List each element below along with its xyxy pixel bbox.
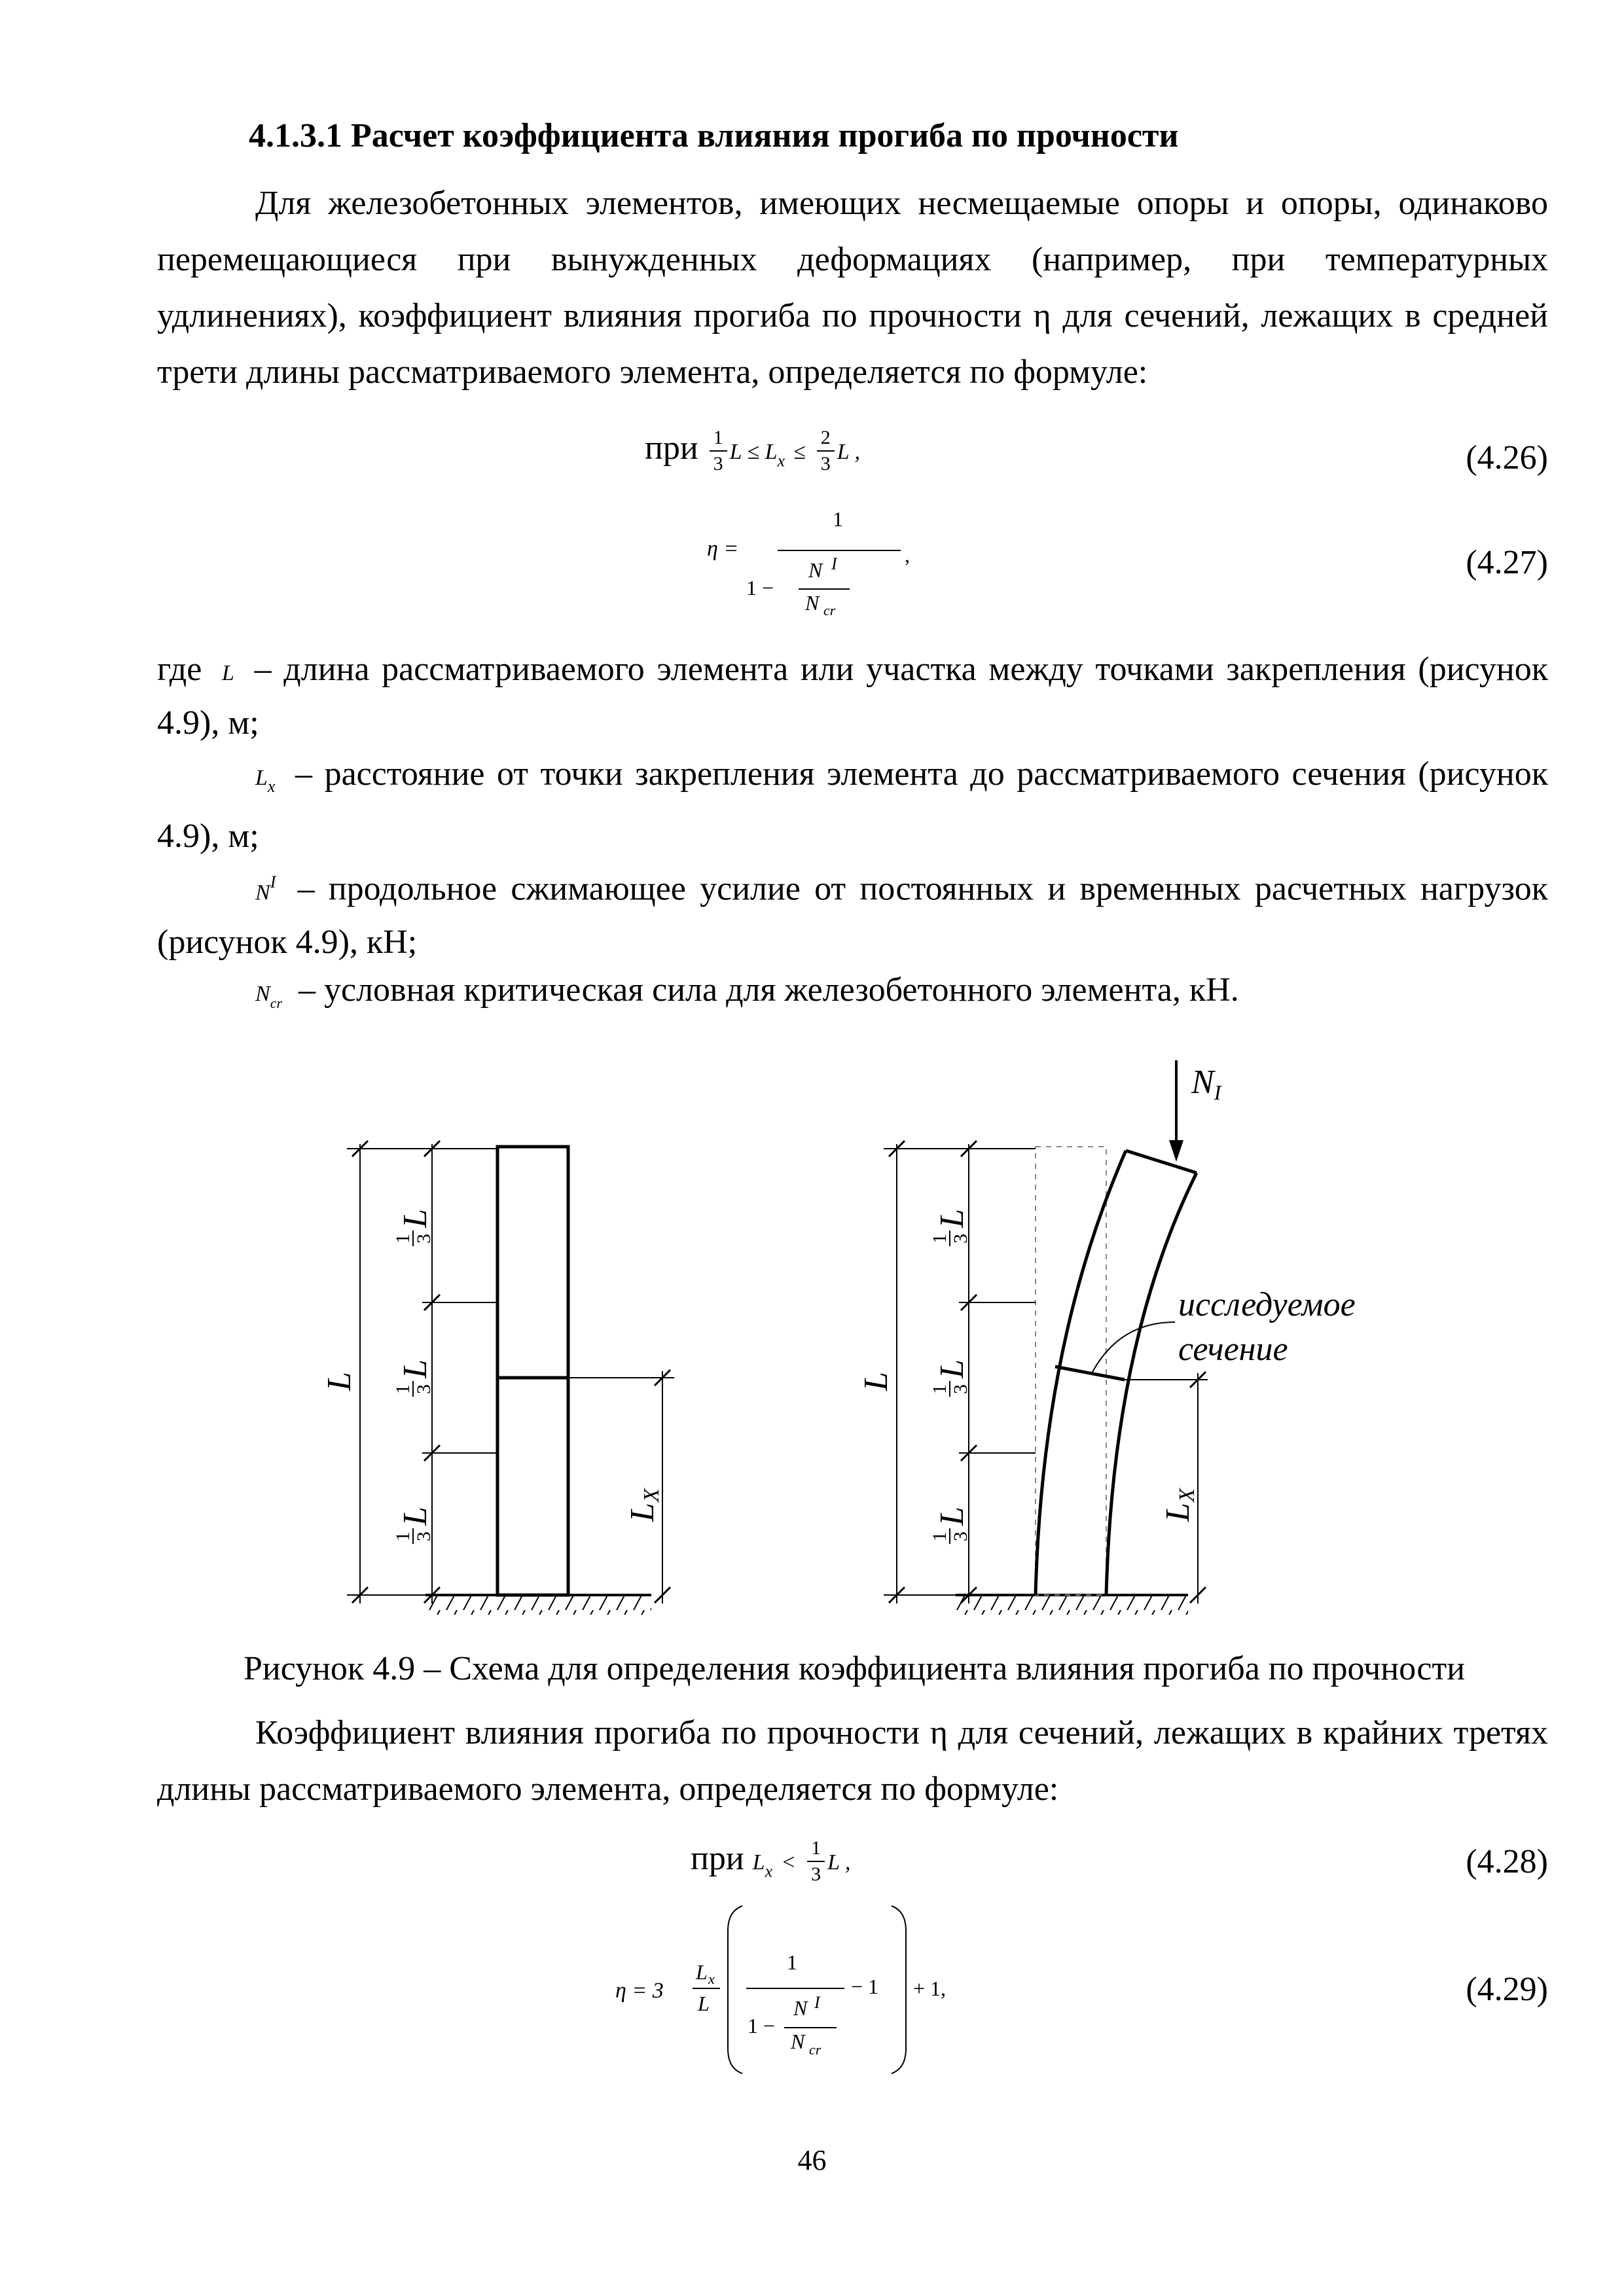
symbol: L (255, 766, 268, 790)
svg-text:L: L (933, 1209, 971, 1228)
label-L: L (321, 1372, 358, 1391)
intro-paragraph-text: Для железобетонных элементов, имеющих несмещаемые опоры и опоры, одинаково перемещающиеся при вынужденных деформациях (например, при температурных удлинениях), коэффициент влияния прогиба по прочности η для сечений, лежащих в средней трети длины рассматриваемого элемента, определяется по формуле: (157, 185, 1548, 391)
definition-Lx: $L_x$ – расстояние от точки закрепления элемента до рассматриваемого сечения (рисунок 4.9), м; (157, 755, 1548, 855)
fraction-two-thirds: $\frac{2}{3}$ (817, 425, 835, 476)
svg-text:1: 1 (929, 1234, 950, 1244)
svg-text:L: L (1159, 1503, 1197, 1522)
left-bracket (725, 1905, 745, 2075)
symbol: N (255, 982, 270, 1006)
svg-text:3: 3 (950, 1532, 971, 1541)
inner-fraction-bar (784, 2027, 837, 2028)
right-scheme-deflected-column (857, 1060, 1356, 1615)
svg-text:L: L (624, 1503, 661, 1522)
second-paragraph (157, 1705, 1548, 1818)
svg-text:1: 1 (392, 1532, 414, 1541)
formula-4-27: η = 1 , 1 − N I N cr (707, 507, 910, 619)
fraction-bar (778, 550, 901, 551)
formula-prefix: при (645, 429, 698, 467)
label-third-3 (929, 1507, 971, 1544)
load-label: NI (1191, 1064, 1221, 1104)
fraction-one-third: $\frac{1}{3}$ (710, 425, 727, 476)
svg-text:L: L (933, 1507, 971, 1526)
svg-text:1: 1 (929, 1384, 950, 1394)
svg-text:X: X (1175, 1488, 1199, 1502)
inner-fraction-bar (799, 588, 850, 590)
label-L: L (857, 1372, 895, 1391)
svg-text:L: L (933, 1359, 971, 1378)
section-label-line2: сечение (1178, 1331, 1288, 1368)
fraction-bar (693, 1988, 720, 1989)
label-third-1 (929, 1209, 971, 1246)
label-third-2 (392, 1359, 435, 1397)
svg-text:3: 3 (413, 1384, 435, 1394)
equation-number: (4.28) (1466, 1843, 1548, 1880)
formula-4-28: при $L_x$ < $\frac{1}{3}$ L , (691, 1836, 850, 1887)
svg-text:L: L (397, 1359, 434, 1378)
svg-text:1: 1 (392, 1234, 414, 1244)
label-Lx (624, 1488, 664, 1522)
fraction-one-third: $\frac{1}{3}$ (807, 1836, 825, 1887)
column (497, 1147, 568, 1595)
label-Lx (1159, 1488, 1199, 1522)
deflected-column-right-edge (1106, 1173, 1197, 1595)
svg-text:L: L (397, 1507, 434, 1526)
formula-4-26: при $\frac{1}{3}$ $L \le L_x$ ≤ $\frac{2}{3}$ L , (645, 425, 860, 476)
figure-4-9 (0, 1034, 1624, 1636)
symbol: L (221, 661, 234, 685)
deflected-column-top (1126, 1151, 1197, 1173)
formula-text: L ≤ L (729, 439, 778, 464)
symbol: N (255, 880, 270, 905)
equation-number: (4.29) (1466, 1971, 1548, 2008)
definition-Ncr: $N_{cr}$ – условная критическая сила для железобетонного элемента, кН. (255, 971, 1239, 1012)
section-title: 4.1.3.1 Расчет коэффициента влияния прогиба по прочности (249, 117, 1179, 154)
figure-caption: Рисунок 4.9 – Схема для определения коэффициента влияния прогиба по прочности (243, 1650, 1466, 1687)
page-number: 46 (797, 2144, 827, 2176)
second-paragraph-text: Коэффициент влияния прогиба по прочности η для сечений, лежащих в крайних третях длины рассматриваемого элемента, определяется по формуле: (157, 1714, 1548, 1808)
fraction-bar (746, 1988, 844, 1989)
svg-text:3: 3 (950, 1234, 971, 1244)
equation-number: (4.27) (1466, 544, 1548, 581)
svg-text:1: 1 (929, 1532, 950, 1541)
label-third-1 (392, 1209, 435, 1246)
svg-text:X: X (640, 1488, 664, 1502)
definition-L: где L – длина рассматриваемого элемента или участка между точками закрепления (рисунок 4.9), м; (157, 651, 1549, 742)
intro-paragraph (157, 175, 1548, 401)
label-third-3 (392, 1507, 435, 1544)
svg-text:3: 3 (413, 1234, 435, 1244)
section-leader-line (1092, 1322, 1175, 1373)
svg-text:L: L (397, 1209, 434, 1228)
right-bracket (889, 1905, 909, 2075)
definition-NI: $N^I$ – продольное сжимающее усилие от постоянных и временных расчетных нагрузок (рисунок 4.9), кН; (157, 870, 1549, 961)
load-arrow-head (1169, 1140, 1183, 1162)
label-third-2 (929, 1359, 971, 1397)
equation-number: (4.26) (1466, 439, 1548, 476)
ground-hatch (956, 1596, 1188, 1615)
left-scheme-straight-column (321, 1141, 674, 1615)
ground-hatch (425, 1596, 651, 1615)
svg-text:3: 3 (413, 1532, 435, 1541)
studied-section-line (1055, 1367, 1125, 1380)
svg-text:1: 1 (392, 1384, 414, 1394)
svg-text:3: 3 (950, 1384, 971, 1394)
formula-4-29: η = 3 L x L 1 − 1 1 − N I N cr + 1, (615, 1901, 956, 2078)
section-label-line1: исследуемое (1178, 1286, 1356, 1323)
